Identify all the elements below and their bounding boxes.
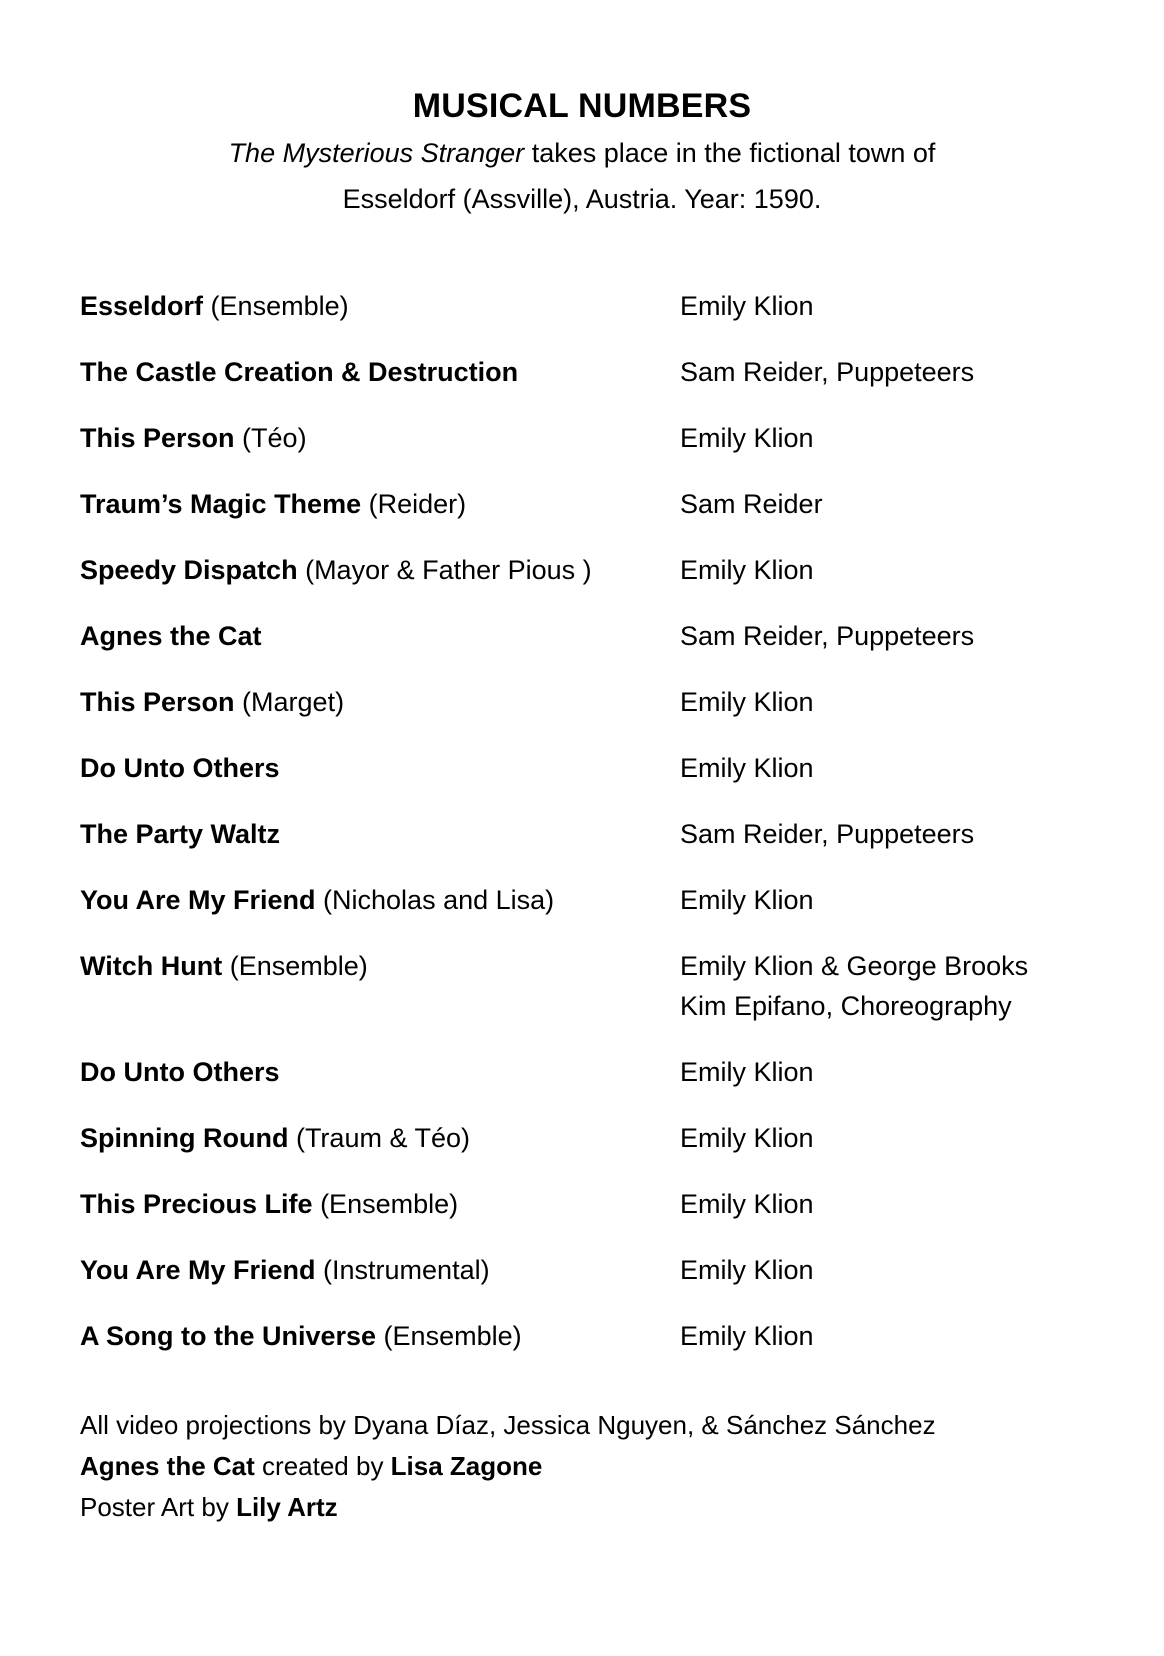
song-name: This Precious Life <box>80 1189 313 1219</box>
poster-artist: Lily Artz <box>236 1492 338 1522</box>
song-name: Witch Hunt <box>80 951 223 981</box>
poster-text: Poster Art by <box>80 1492 237 1522</box>
song-credit: Emily Klion <box>680 1255 814 1285</box>
list-item <box>80 1052 1120 1092</box>
musical-numbers-list <box>80 286 1120 1382</box>
song-note: (Marget) <box>234 687 345 717</box>
song-note: (Ensemble) <box>222 951 368 981</box>
poster-credit <box>80 1487 1120 1528</box>
song-note: (Ensemble) <box>376 1321 522 1351</box>
song-credit: Sam Reider, Puppeteers <box>680 621 975 651</box>
list-item <box>80 550 1120 590</box>
song-credit: Emily Klion <box>680 1057 814 1087</box>
subtitle-setting: Esseldorf (Assville), Austria. Year: 1590. <box>342 184 822 214</box>
list-item <box>80 880 1120 920</box>
song-note: (Instrumental) <box>315 1255 490 1285</box>
song-name: This Person <box>80 687 235 717</box>
song-name: A Song to the Universe <box>80 1321 377 1351</box>
song-credit: Emily Klion <box>680 1123 814 1153</box>
song-credit: Emily Klion <box>680 1321 814 1351</box>
list-item <box>80 484 1120 524</box>
song-name: Esseldorf <box>80 291 204 321</box>
song-name: Spinning Round <box>80 1123 289 1153</box>
list-item <box>80 1118 1120 1158</box>
song-credit: Emily Klion & George Brooks <box>680 951 1029 981</box>
song-credit: Sam Reider, Puppeteers <box>680 819 975 849</box>
song-note: (Reider) <box>361 489 467 519</box>
credits-footer <box>80 1405 1120 1528</box>
list-item <box>80 286 1120 326</box>
subtitle-text: takes place in the fictional town of <box>524 138 936 168</box>
agnes-title: Agnes the Cat <box>80 1451 255 1481</box>
song-name: Speedy Dispatch <box>80 555 298 585</box>
agnes-mid: created by <box>254 1451 391 1481</box>
song-note: (Téo) <box>234 423 307 453</box>
song-credit: Emily Klion <box>680 753 814 783</box>
song-credit: Emily Klion <box>680 1189 814 1219</box>
header <box>0 84 1164 222</box>
list-item <box>80 682 1120 722</box>
song-credit: Emily Klion <box>680 423 814 453</box>
song-credit: Emily Klion <box>680 555 814 585</box>
show-title: The Mysterious Stranger <box>228 138 525 168</box>
song-name: You Are My Friend <box>80 1255 316 1285</box>
list-item <box>80 814 1120 854</box>
song-credit: Sam Reider, Puppeteers <box>680 357 975 387</box>
song-credit: Emily Klion <box>680 885 814 915</box>
subtitle <box>0 130 1164 222</box>
list-item <box>80 418 1120 458</box>
song-credit: Emily Klion <box>680 291 814 321</box>
song-credit: Kim Epifano, Choreography <box>680 991 1012 1021</box>
list-item <box>80 352 1120 392</box>
list-item <box>80 1316 1120 1356</box>
song-note: (Mayor & Father Pious ) <box>297 555 592 585</box>
agnes-creator: Lisa Zagone <box>390 1451 543 1481</box>
song-note: (Nicholas and Lisa) <box>315 885 555 915</box>
list-item <box>80 1184 1120 1224</box>
song-name: The Party Waltz <box>80 819 281 849</box>
list-item <box>80 946 1120 1026</box>
projections-credit: All video projections by Dyana Díaz, Jessica Nguyen, & Sánchez Sánchez <box>80 1410 936 1440</box>
list-item <box>80 1250 1120 1290</box>
song-note: (Ensemble) <box>312 1189 459 1219</box>
song-credit: Sam Reider <box>680 489 823 519</box>
song-name: You Are My Friend <box>80 885 316 915</box>
song-name: Agnes the Cat <box>80 621 262 651</box>
song-name: This Person <box>80 423 235 453</box>
song-name: Do Unto Others <box>80 1057 280 1087</box>
list-item <box>80 616 1120 656</box>
song-name: Traum’s Magic Theme <box>80 489 362 519</box>
song-name: The Castle Creation & Destruction <box>80 357 519 387</box>
song-credit: Emily Klion <box>680 687 814 717</box>
song-note: (Traum & Téo) <box>288 1123 470 1153</box>
song-name: Do Unto Others <box>80 753 280 783</box>
list-item <box>80 748 1120 788</box>
page-title: MUSICAL NUMBERS <box>412 87 752 125</box>
agnes-credit <box>80 1446 1120 1487</box>
song-note: (Ensemble) <box>203 291 349 321</box>
